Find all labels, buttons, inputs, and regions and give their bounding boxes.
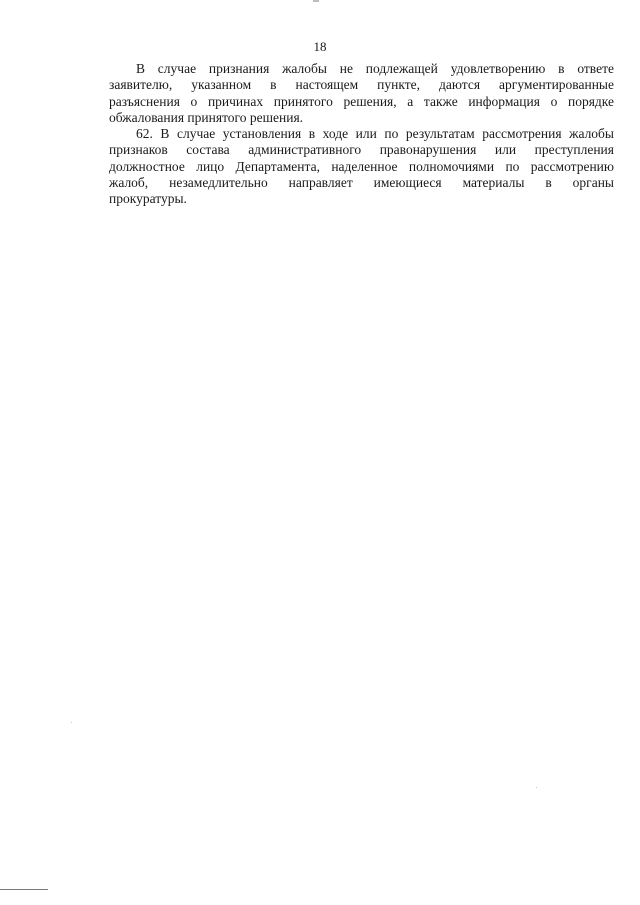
scan-mark-bottom [0,889,48,890]
page-number: 18 [313,39,327,54]
text-line: 62. В случае установления в ходе или по результатам рассмотрения жалобы [136,126,614,142]
text-line: разъяснения о причинах принятого решения, а также информация о порядке [109,93,614,109]
scan-mark-top [313,0,319,2]
text-line: жалоб, незамедлительно направляет имеющиеся материалы в органы [109,175,614,191]
text-line: признаков состава административного правонарушения или преступления [109,142,614,158]
text-line: прокуратуры. [109,191,187,207]
text-line: заявителю, указанном в настоящем пункте, даются аргументированные [109,77,614,93]
paragraph-62 [82,126,614,207]
paragraph-complaint-rejection [82,61,614,126]
text-line: обжалования принятого решения. [109,109,304,125]
text-line: должностное лицо Департамента, наделенное полномочиями по рассмотрению [109,158,614,174]
scan-speck [536,787,537,788]
text-line: В случае признания жалобы не подлежащей удовлетворению в ответе [136,61,614,76]
scan-speck [71,722,72,723]
document-body [82,61,614,208]
